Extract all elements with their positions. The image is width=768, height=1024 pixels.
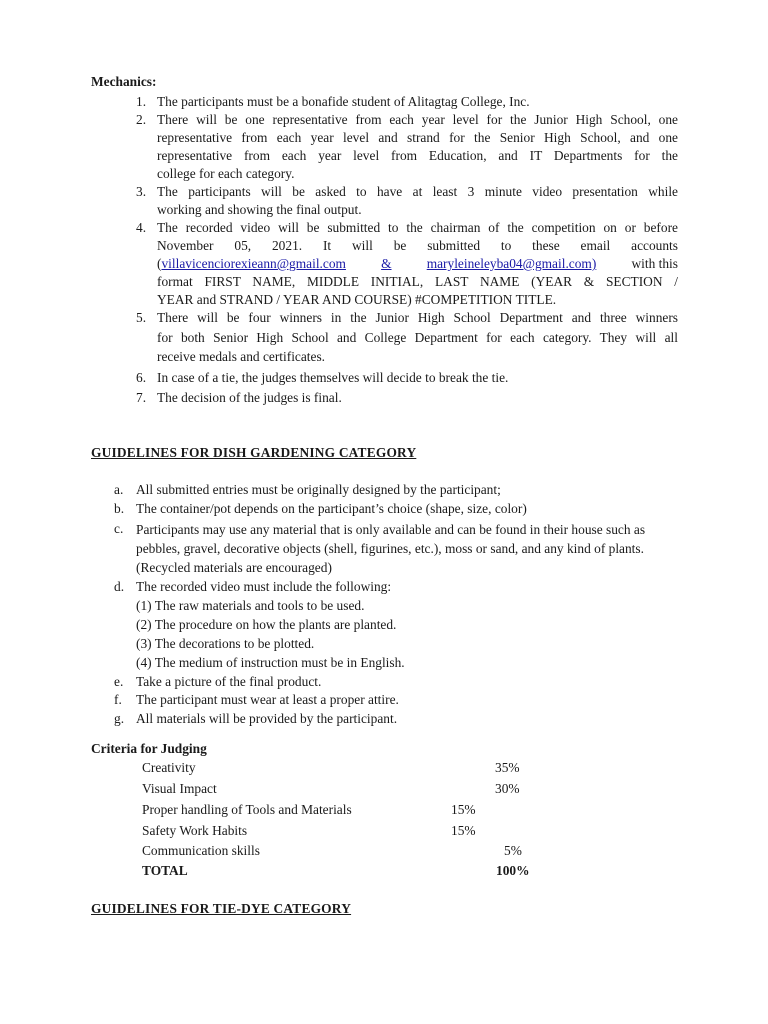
mechanics-number: 1. (136, 94, 147, 109)
dish-item-letter: a. (114, 482, 124, 497)
criteria-total-label: TOTAL (142, 863, 188, 878)
dish-subitem: (1) The raw materials and tools to be used. (136, 598, 365, 613)
mechanics-item-line: The participants will be asked to have at least 3 minute video presentation while (157, 184, 678, 199)
criteria-name: Creativity (142, 760, 196, 775)
paren: ( (157, 256, 162, 271)
criteria-name: Safety Work Habits (142, 823, 248, 838)
criteria-name: Proper handling of Tools and Materials (142, 802, 352, 817)
mechanics-item: In case of a tie, the judges themselves will decide to break the tie. (157, 370, 509, 385)
dish-item-letter: b. (114, 501, 125, 516)
mechanics-number: 6. (136, 370, 147, 385)
email-link-1[interactable]: villavicenciorexieann@gmail.com (161, 256, 346, 271)
dish-item: All submitted entries must be originally designed by the participant; (136, 482, 501, 497)
criteria-percent: 30% (495, 781, 520, 796)
mechanics-item-line: format FIRST NAME, MIDDLE INITIAL, LAST NAME (YEAR & SECTION / (157, 274, 678, 289)
mechanics-number: 4. (136, 220, 147, 235)
mechanics-item: The decision of the judges is final. (157, 390, 342, 405)
mechanics-item-line: There will be four winners in the Junior High School Department and three winners (157, 310, 678, 325)
dish-subitem: (4) The medium of instruction must be in English. (136, 655, 405, 670)
mechanics-item-line: The recorded video will be submitted to the chairman of the competition on or before (157, 220, 678, 235)
dish-item: The participant must wear at least a proper attire. (136, 692, 399, 707)
criteria-name: Visual Impact (142, 781, 217, 796)
criteria-percent: 15% (451, 802, 476, 817)
tie-dye-heading: GUIDELINES FOR TIE-DYE CATEGORY (91, 901, 352, 916)
dish-item-letter: e. (114, 674, 124, 689)
mechanics-title: Mechanics: (91, 74, 157, 89)
mechanics-item-line: college for each category. (157, 166, 295, 181)
dish-item: The container/pot depends on the participant’s choice (shape, size, color) (136, 501, 527, 516)
dish-item: The recorded video must include the following: (136, 579, 392, 594)
criteria-title: Criteria for Judging (91, 741, 207, 756)
mechanics-item-line: representative from each year level from Education, and IT Departments for the (157, 148, 678, 163)
mechanics-number: 3. (136, 184, 147, 199)
mechanics-item-line: November 05, 2021. It will be submitted to these email accounts (157, 238, 678, 253)
email-links (157, 255, 346, 274)
dish-item-letter: g. (114, 711, 125, 726)
mechanics-email-line (157, 255, 678, 274)
mechanics-item: The participants must be a bonafide student of Alitagtag College, Inc. (157, 94, 530, 109)
criteria-total-value: 100% (496, 863, 530, 878)
dish-item-letter: c. (114, 521, 124, 536)
criteria-name: Communication skills (142, 843, 260, 858)
mechanics-item-line: YEAR and STRAND / YEAR AND COURSE) #COMPETITION TITLE. (157, 292, 557, 307)
mechanics-item-line: representative from each year level and strand for the Senior High School, and one (157, 130, 678, 145)
email-ampersand: & (381, 256, 392, 271)
mechanics-item-line: working and showing the final output. (157, 202, 362, 217)
mechanics-item-line: for both Senior High School and College Department for each category. They will all (157, 330, 678, 345)
criteria-percent: 35% (495, 760, 520, 775)
mechanics-number: 5. (136, 310, 147, 325)
dish-item: All materials will be provided by the participant. (136, 711, 398, 726)
criteria-percent: 15% (451, 823, 476, 838)
dish-item: Take a picture of the final product. (136, 674, 322, 689)
mechanics-item-line: receive medals and certificates. (157, 349, 326, 364)
mechanics-number: 2. (136, 112, 147, 127)
email-link-2[interactable]: maryleineleyba04@gmail.com) (426, 256, 597, 271)
email-line-suffix: with this (631, 256, 678, 271)
dish-item-letter: f. (114, 692, 122, 707)
dish-item-letter: d. (114, 579, 125, 594)
dish-item: Participants may use any material that is only available and can be found in their house such as pebbles, gravel, decorative objects (shell, figurines, etc.), moss or sand, and any kind of plants. (Recycled materials are encouraged) (136, 522, 646, 575)
mechanics-item-line: There will be one representative from each year level for the Junior High School, one (157, 112, 678, 127)
dish-subitem: (3) The decorations to be plotted. (136, 636, 315, 651)
mechanics-number: 7. (136, 390, 147, 405)
dish-gardening-heading: GUIDELINES FOR DISH GARDENING CATEGORY (91, 445, 417, 460)
criteria-percent: 5% (504, 843, 522, 858)
dish-subitem: (2) The procedure on how the plants are planted. (136, 617, 397, 632)
